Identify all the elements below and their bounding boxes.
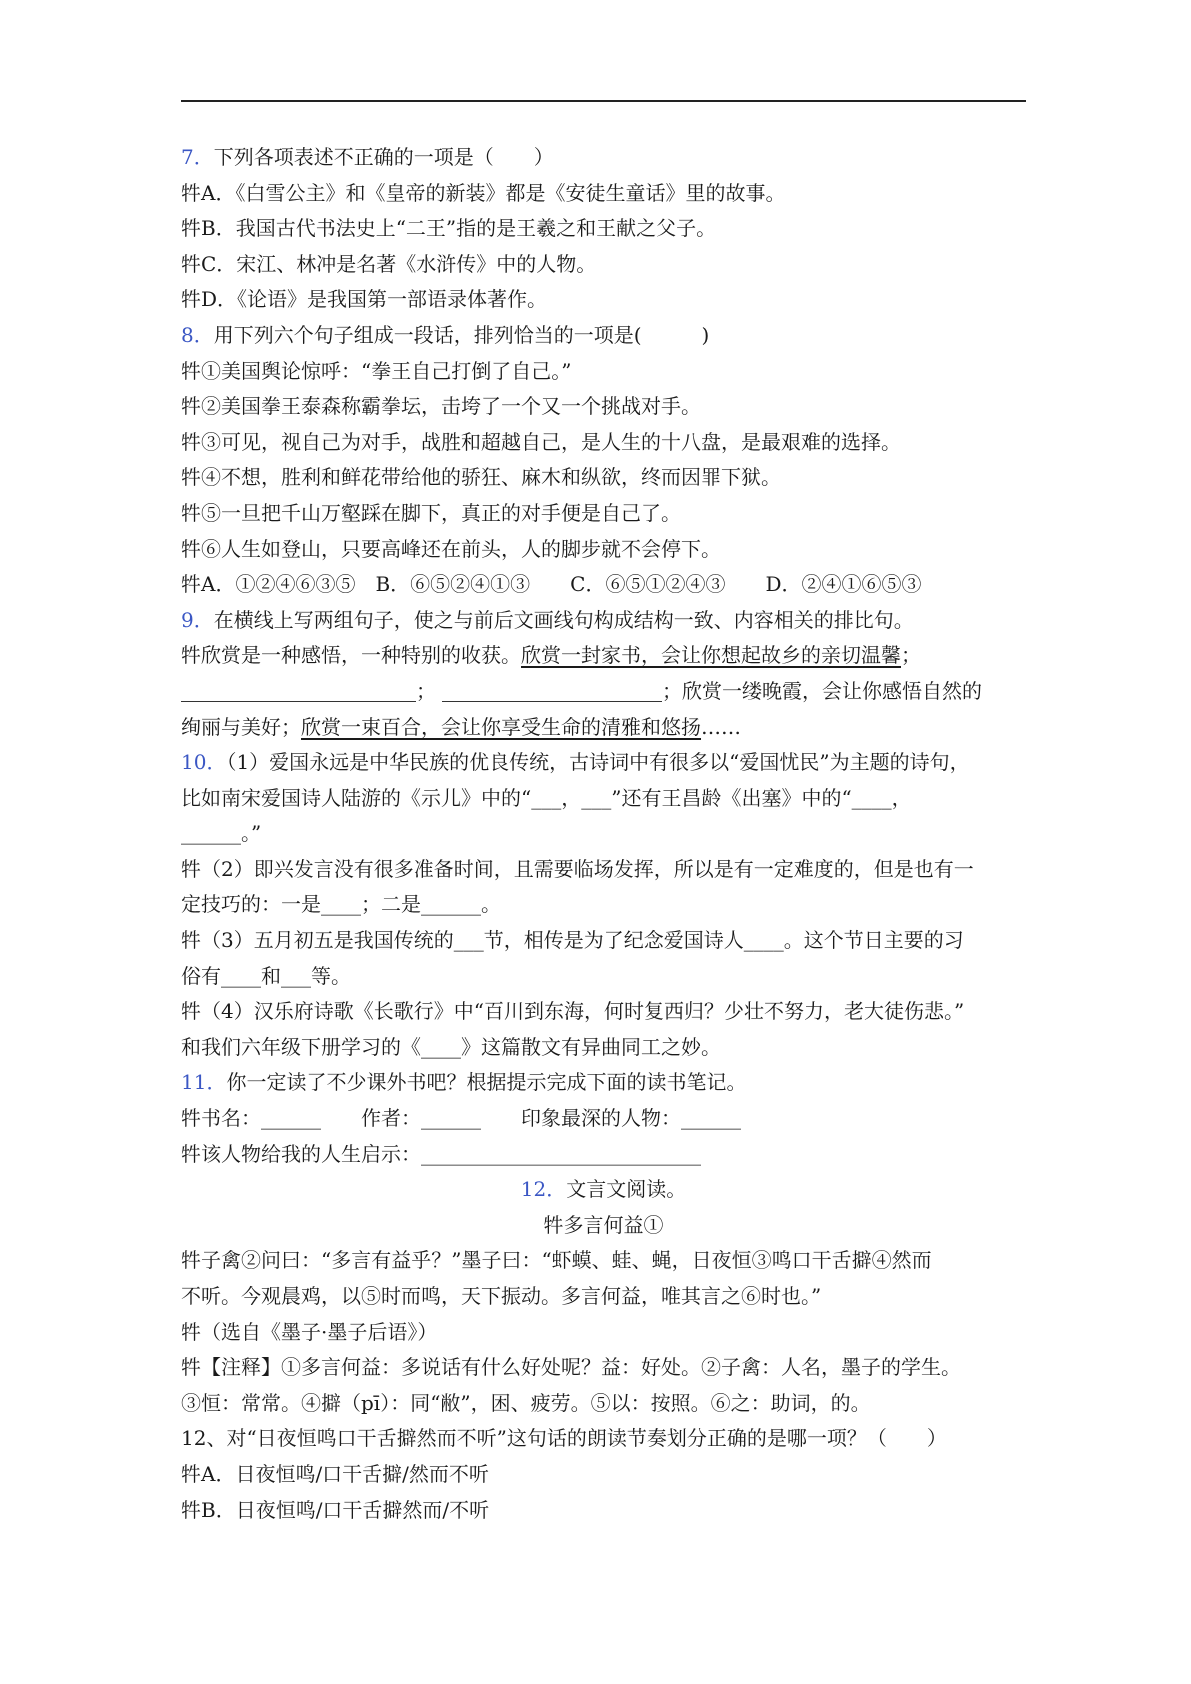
- q8-sentence-4: 牪④不想，胜利和鲜花带给他的骄狂、麻木和纵欲，终而因罪下狱。: [181, 465, 781, 490]
- q10-line-8: 牪（4）汉乐府诗歌《长歌行》中“百川到东海，何时复西归？少壮不努力，老大徒伤悲。”: [181, 999, 965, 1024]
- q7-option-a: 牪A．《白雪公主》和《皇帝的新装》都是《安徒生童话》里的故事。: [181, 180, 786, 205]
- question-number: 11．: [181, 1070, 227, 1095]
- q7-option-d: 牪D．《论语》是我国第一部语录体著作。: [181, 287, 548, 312]
- q10-line-1: 10．（1）爱国永远是中华民族的优良传统，古诗词中有很多以“爱国忧民”为主题的诗句，: [181, 750, 970, 775]
- q8-stem: 8．用下列六个句子组成一段话，排列恰当的一项是( ): [181, 322, 710, 347]
- q12-line-7: 牪A．日夜恒鸣/口干舌擗/然而不听: [181, 1461, 489, 1486]
- q12-line-8: 牪B．日夜恒鸣/口干舌擗然而/不听: [181, 1497, 490, 1522]
- page-content: [181, 140, 1026, 1528]
- q10-line-7: 俗有____和___等。: [181, 963, 351, 988]
- q9-line-1: 牪欣赏是一种感悟，一种特别的收获。欣赏一封家书，会让你想起故乡的亲切温馨；: [181, 643, 921, 668]
- q12-heading: 12．文言文阅读。: [520, 1177, 687, 1202]
- underlined-sentence: 欣赏一封家书，会让你想起故乡的亲切温馨: [521, 643, 901, 668]
- q12-line-5: ③恒：常常。④擗（pī）：同“敝”，困、疲劳。⑤以：按照。⑥之：助词，的。: [181, 1390, 871, 1415]
- q12-passage-title: 牪多言何益①: [543, 1212, 664, 1237]
- question-number: 10．: [181, 750, 227, 775]
- underlined-sentence: 欣赏一束百合，会让你享受生命的清雅和悠扬: [301, 714, 701, 739]
- q9-line-3: 绚丽与美好；欣赏一束百合，会让你享受生命的清雅和悠扬……: [181, 714, 741, 739]
- q9-stem: 9．在横线上写两组句子，使之与前后文画线句构成结构一致、内容相关的排比句。: [181, 607, 914, 632]
- q8-sentence-5: 牪⑤一旦把千山万壑踩在脚下，真正的对手便是自己了。: [181, 500, 681, 525]
- q8-options: 牪A．①②④⑥③⑤ B．⑥⑤②④①③ C．⑥⑤①②④③ D．②④①⑥⑤③: [181, 572, 922, 597]
- q8-sentence-3: 牪③可见，视自己为对手，战胜和超越自己，是人生的十八盘，是最艰难的选择。: [181, 429, 901, 454]
- q8-sentence-6: 牪⑥人生如登山，只要高峰还在前头，人的脚步就不会停下。: [181, 536, 721, 561]
- q12-line-1: 牪子禽②问曰：“多言有益乎？”墨子曰：“虾蟆、蛙、蝇，日夜恒③鸣口干舌擗④然而: [181, 1248, 932, 1273]
- question-number: 7．: [181, 145, 214, 169]
- q10-line-2: 比如南宋爱国诗人陆游的《示儿》中的“___，___”还有王昌龄《出塞》中的“____，: [181, 785, 912, 810]
- question-number: 9．: [181, 607, 214, 632]
- header-rule: [181, 100, 1026, 102]
- q8-sentence-1: 牪①美国舆论惊呼：“拳王自己打倒了自己。”: [181, 358, 572, 383]
- q10-line-9: 和我们六年级下册学习的《____》这篇散文有异曲同工之妙。: [181, 1034, 721, 1059]
- q10-line-4: 牪（2）即兴发言没有很多准备时间，且需要临场发挥，所以是有一定难度的，但是也有一: [181, 856, 974, 881]
- q11-line-1: 牪书名：______ 作者：______ 印象最深的人物：______: [181, 1106, 741, 1131]
- q12-line-4: 牪【注释】①多言何益：多说话有什么好处呢？益：好处。②子禽：人名，墨子的学生。: [181, 1355, 961, 1380]
- question-number: 12．: [520, 1177, 567, 1202]
- q11-stem: 11．你一定读了不少课外书吧？根据提示完成下面的读书笔记。: [181, 1070, 747, 1095]
- q7-stem: 7．下列各项表述不正确的一项是（ ）: [181, 145, 554, 169]
- answer-blank[interactable]: [181, 679, 416, 702]
- answer-blank[interactable]: [442, 679, 662, 702]
- q11-line-2: 牪该人物给我的人生启示：____________________________: [181, 1141, 701, 1166]
- q12-line-6: 12、对“日夜恒鸣口干舌擗然而不听”这句话的朗读节奏划分正确的是哪一项？（ ）: [181, 1426, 947, 1451]
- q12-line-3: 牪（选自《墨子·墨子后语》）: [181, 1319, 438, 1344]
- q10-line-6: 牪（3）五月初五是我国传统的___节，相传是为了纪念爱国诗人____。这个节日主要的习: [181, 928, 964, 953]
- q10-line-5: 定技巧的：一是____；二是______。: [181, 892, 501, 917]
- question-number: 8．: [181, 322, 214, 347]
- q12-line-2: 不听。今观晨鸡，以⑤时而鸣，天下振动。多言何益，唯其言之⑥时也。”: [181, 1284, 822, 1308]
- q9-line-2: ； ；欣赏一缕晚霞，会让你感悟自然的: [181, 674, 1026, 710]
- q7-option-b: 牪B．我国古代书法史上“二王”指的是王羲之和王献之父子。: [181, 216, 717, 241]
- q8-sentence-2: 牪②美国拳王泰森称霸拳坛，击垮了一个又一个挑战对手。: [181, 394, 701, 419]
- q10-line-3: ______。”: [181, 821, 262, 846]
- q7-option-c: 牪C．宋江、林冲是名著《水浒传》中的人物。: [181, 251, 597, 276]
